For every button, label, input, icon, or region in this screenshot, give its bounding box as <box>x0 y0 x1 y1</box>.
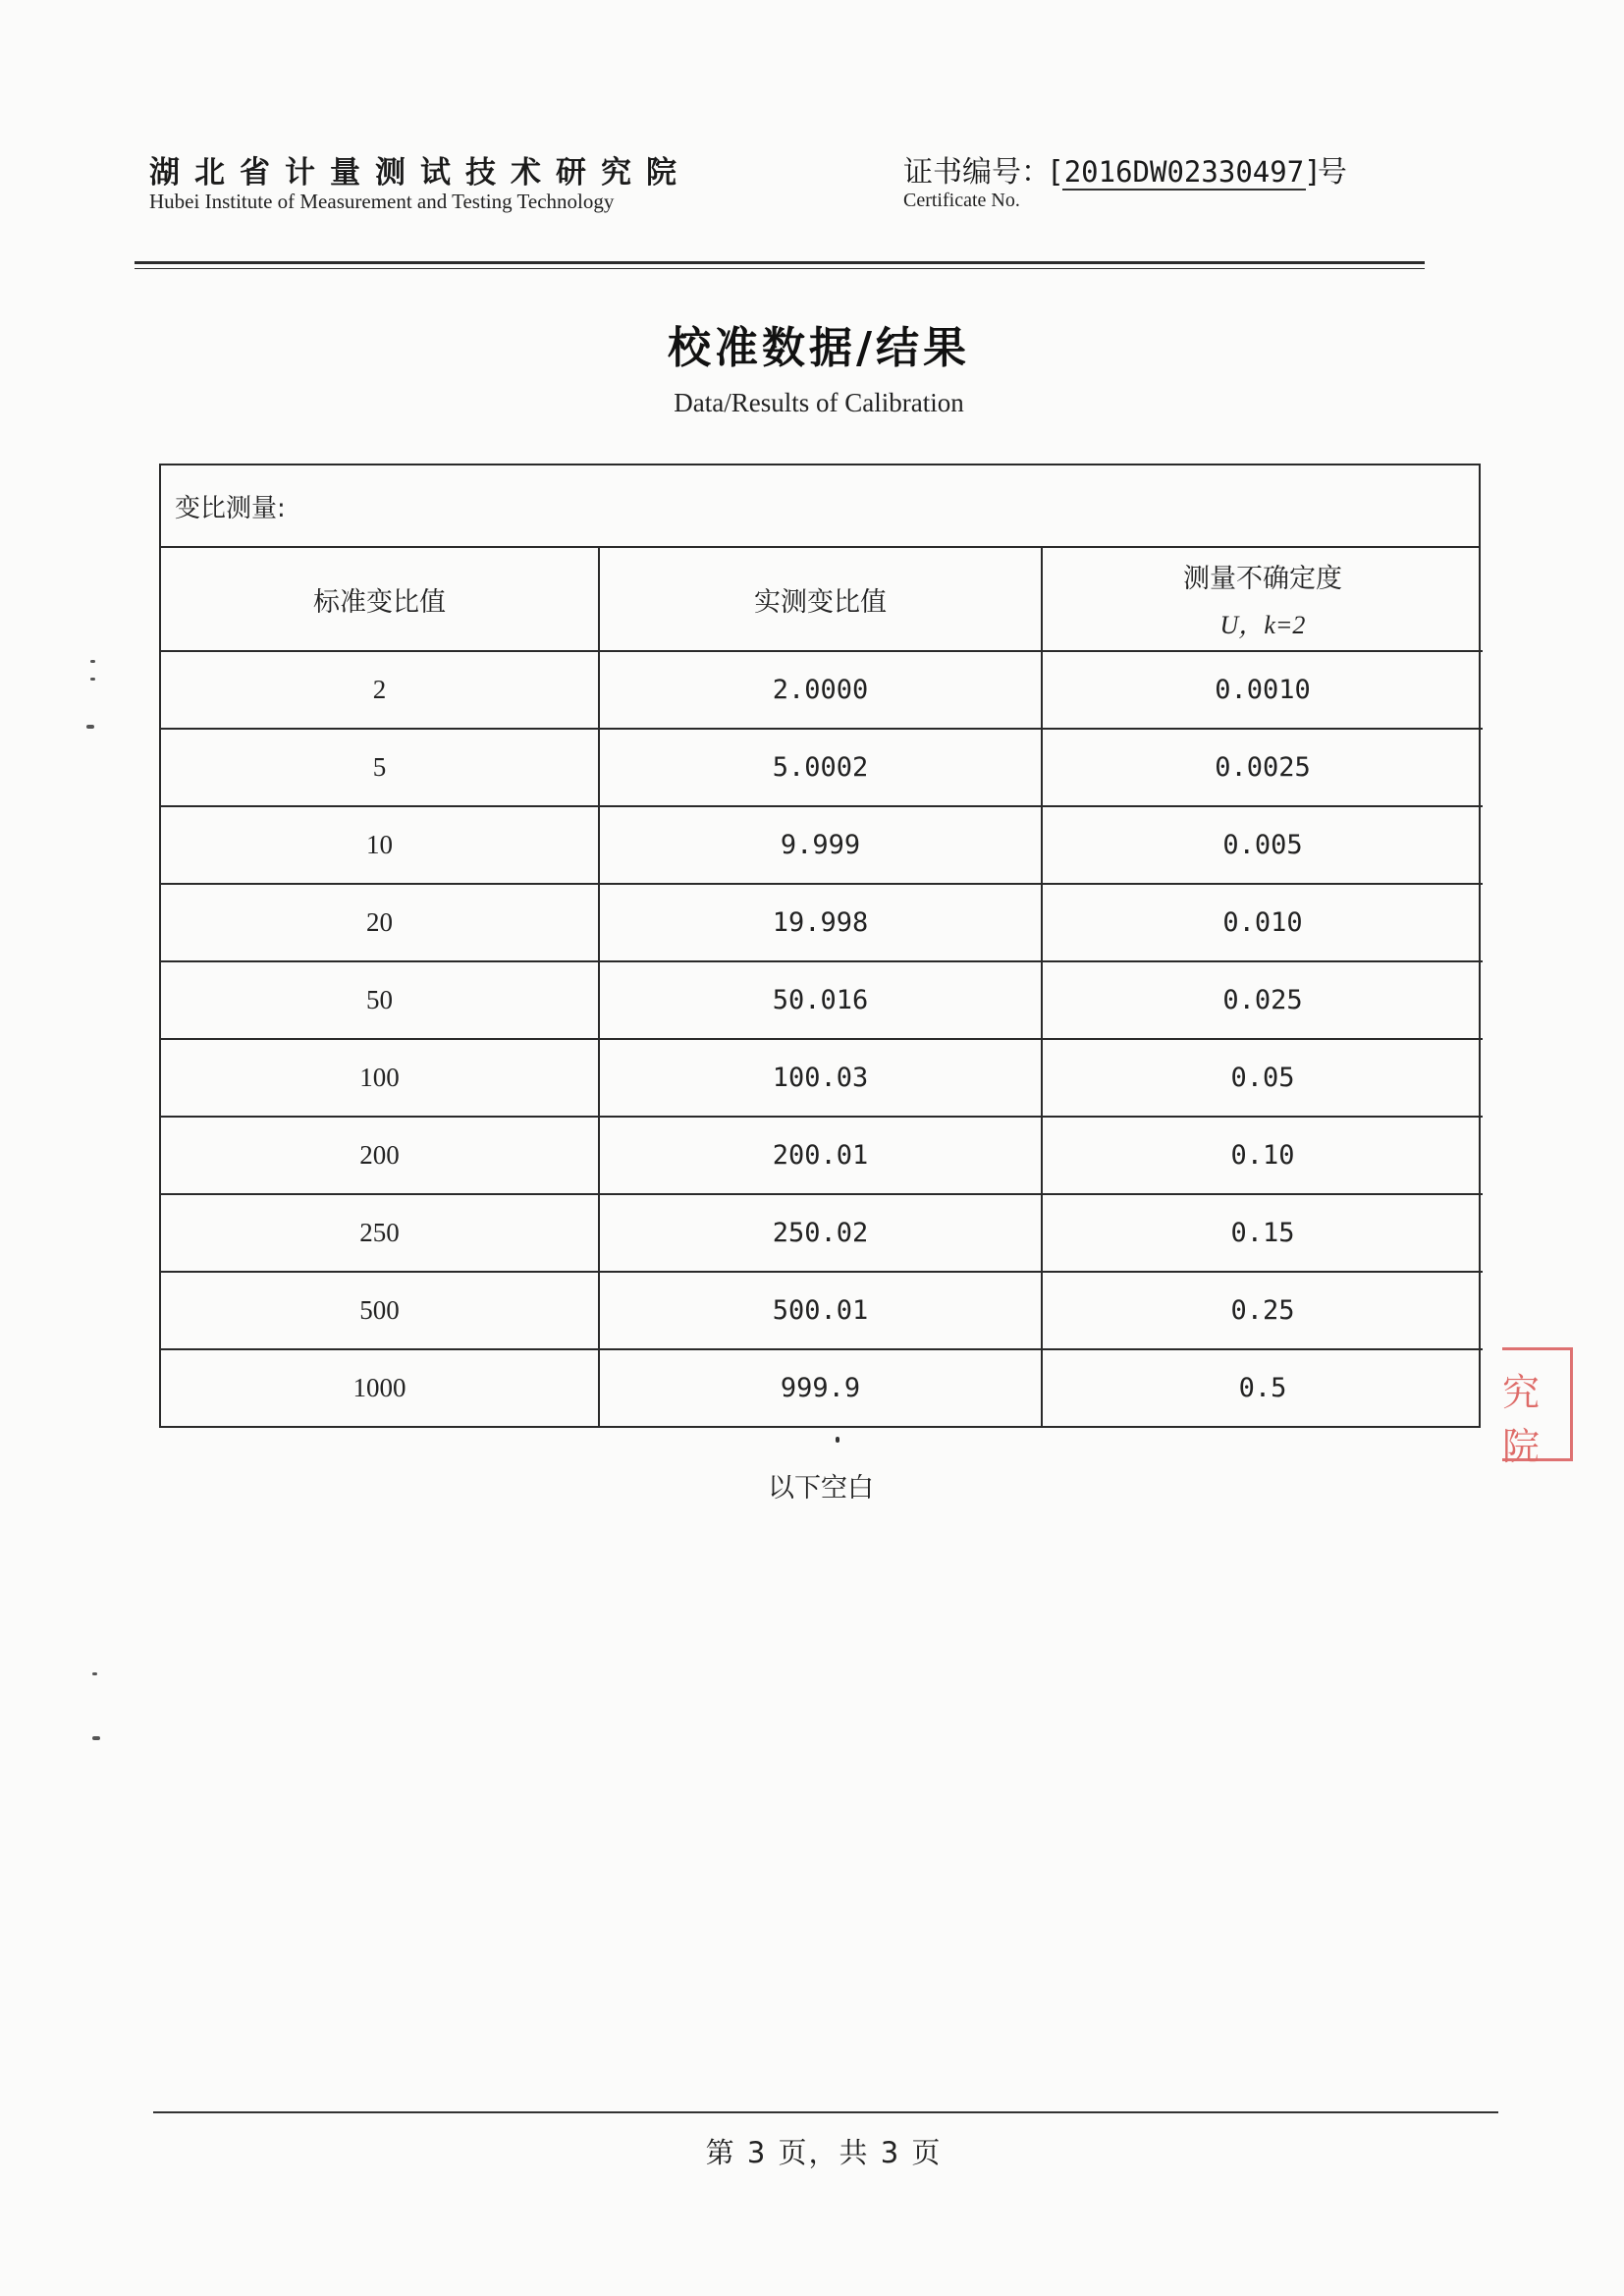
table-row <box>161 1349 1483 1426</box>
footer-rule <box>153 2111 1498 2113</box>
cell-uncertainty: 0.15 <box>1042 1194 1483 1272</box>
header-rule-thick <box>135 261 1425 264</box>
header-uncertainty-sub <box>1043 605 1483 641</box>
calibration-table <box>159 464 1481 1428</box>
institute-name-cn: 湖北省计量测试技术研究院 <box>149 155 691 191</box>
table-row <box>161 1039 1483 1117</box>
cell-standard-ratio: 50 <box>161 961 599 1039</box>
ink-dot <box>836 1437 839 1443</box>
cell-uncertainty: 0.5 <box>1042 1349 1483 1426</box>
page-number: 第 3 页，共 3 页 <box>705 2136 943 2169</box>
table-row <box>161 961 1483 1039</box>
table-row <box>161 1272 1483 1349</box>
institute-name-en: Hubei Institute of Measurement and Testing Technology <box>149 190 615 213</box>
header-uncertainty <box>1042 548 1483 651</box>
table-row <box>161 1194 1483 1272</box>
scan-mark <box>92 1736 100 1740</box>
cell-standard-ratio: 1000 <box>161 1349 599 1426</box>
section-label: 变比测量: <box>161 465 1479 548</box>
cell-measured-ratio: 19.998 <box>599 884 1042 961</box>
cell-measured-ratio: 2.0000 <box>599 651 1042 729</box>
header-rule-thin <box>135 268 1425 269</box>
cell-standard-ratio: 200 <box>161 1117 599 1194</box>
certificate-label-cn: 证书编号： <box>903 155 1051 190</box>
table-row <box>161 729 1483 806</box>
blank-below-note: 以下空白 <box>768 1473 874 1503</box>
cell-standard-ratio: 500 <box>161 1272 599 1349</box>
cell-measured-ratio: 5.0002 <box>599 729 1042 806</box>
cell-measured-ratio: 9.999 <box>599 806 1042 884</box>
cell-standard-ratio: 10 <box>161 806 599 884</box>
page-title-en: Data/Results of Calibration <box>674 388 964 417</box>
cell-uncertainty: 0.25 <box>1042 1272 1483 1349</box>
header-uncertainty-sep: ， <box>1238 611 1265 639</box>
cell-uncertainty: 0.010 <box>1042 884 1483 961</box>
cell-measured-ratio: 200.01 <box>599 1117 1042 1194</box>
header-uncertainty-U: U <box>1219 611 1239 639</box>
cell-uncertainty: 0.05 <box>1042 1039 1483 1117</box>
cell-measured-ratio: 50.016 <box>599 961 1042 1039</box>
cell-measured-ratio: 999.9 <box>599 1349 1042 1426</box>
ratio-table <box>161 548 1483 1426</box>
cell-standard-ratio: 20 <box>161 884 599 961</box>
cell-measured-ratio: 250.02 <box>599 1194 1042 1272</box>
cell-standard-ratio: 2 <box>161 651 599 729</box>
stamp-text: 究院 <box>1502 1371 1541 1468</box>
cell-uncertainty: 0.025 <box>1042 961 1483 1039</box>
cell-uncertainty: 0.0010 <box>1042 651 1483 729</box>
table-header-row <box>161 548 1483 651</box>
scan-mark <box>92 1672 97 1675</box>
table-row <box>161 806 1483 884</box>
cell-uncertainty: 0.0025 <box>1042 729 1483 806</box>
cell-standard-ratio: 5 <box>161 729 599 806</box>
certificate-bracket-open: [ <box>1051 155 1062 190</box>
cell-measured-ratio: 100.03 <box>599 1039 1042 1117</box>
scan-mark <box>90 678 95 681</box>
cell-standard-ratio: 250 <box>161 1194 599 1272</box>
header-uncertainty-label: 测量不确定度 <box>1183 564 1342 594</box>
certificate-bracket-close: ]号 <box>1306 155 1347 190</box>
certificate-number-line <box>903 147 1347 191</box>
cell-standard-ratio: 100 <box>161 1039 599 1117</box>
scan-mark <box>86 725 94 729</box>
table-row <box>161 651 1483 729</box>
header-standard-ratio: 标准变比值 <box>161 548 599 651</box>
page-title-cn: 校准数据/结果 <box>667 323 971 373</box>
cell-measured-ratio: 500.01 <box>599 1272 1042 1349</box>
scan-mark <box>90 660 95 663</box>
table-row <box>161 1117 1483 1194</box>
cell-uncertainty: 0.005 <box>1042 806 1483 884</box>
table-row <box>161 884 1483 961</box>
red-seal-stamp <box>1502 1347 1573 1468</box>
header-measured-ratio: 实测变比值 <box>599 548 1042 651</box>
cell-uncertainty: 0.10 <box>1042 1117 1483 1194</box>
header-uncertainty-k: k=2 <box>1264 611 1306 639</box>
certificate-label-en: Certificate No. <box>903 190 1020 211</box>
certificate-number: 2016DW02330497 <box>1063 155 1305 189</box>
